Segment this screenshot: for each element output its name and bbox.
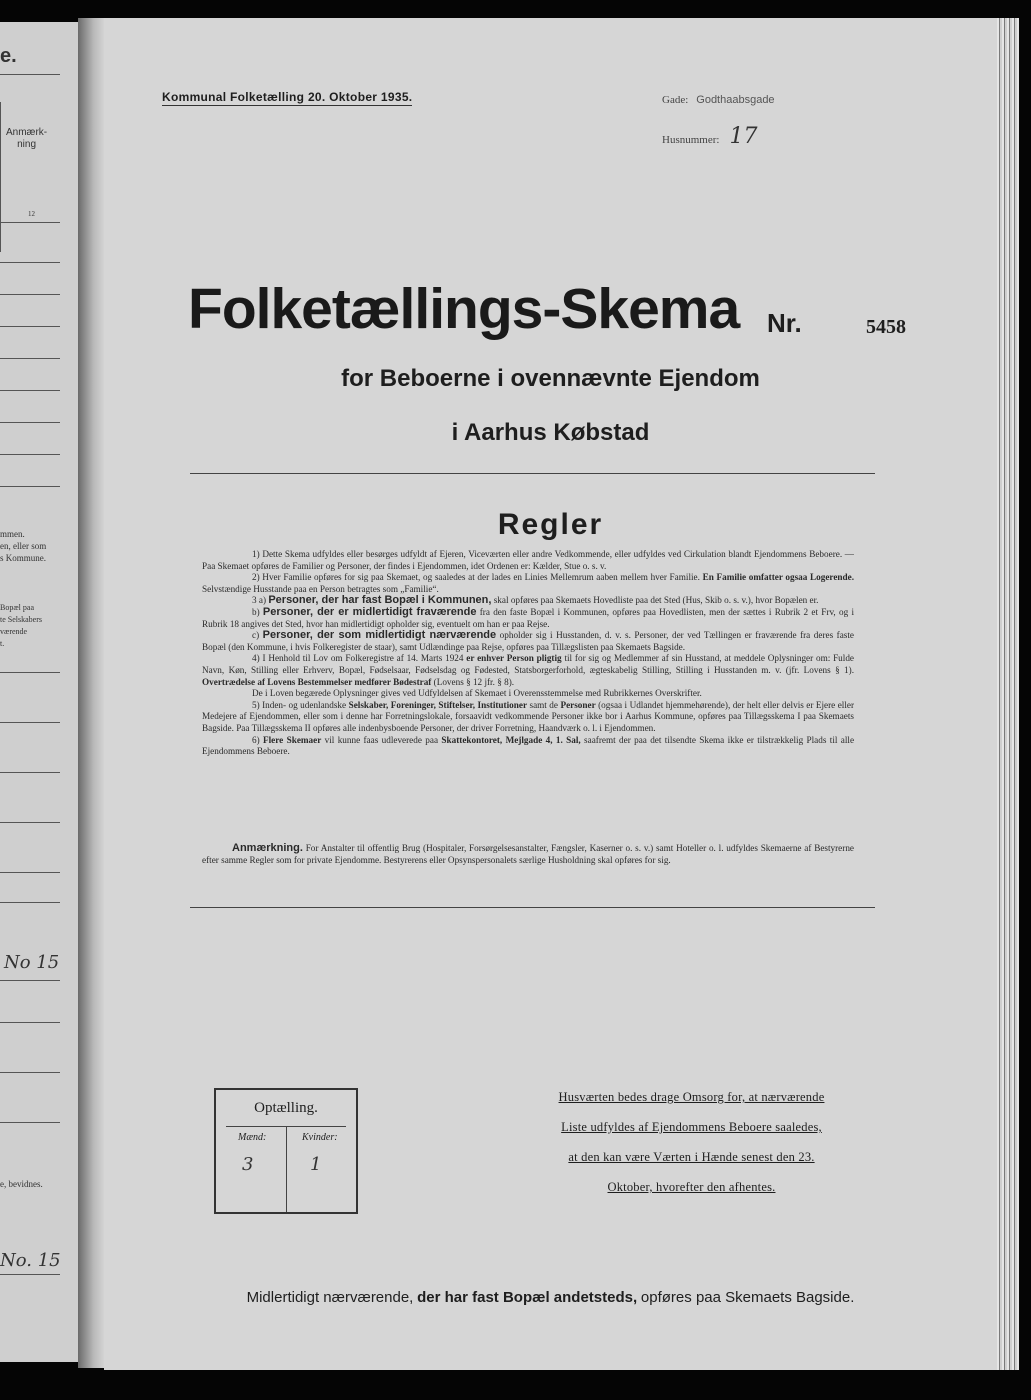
left-snippet-1: mmen. en, eller som s Kommune. — [0, 529, 47, 563]
men-label: Mænd: — [238, 1132, 267, 1143]
left-snippet-3: e, bevidnes. — [0, 1179, 43, 1189]
footer-part-1: Midlertidigt nærværende, — [246, 1289, 414, 1306]
rule-4-continued: De i Loven begærede Oplysninger gives ved Udfyldelsen af Skemaet i Overensstemmelse med Rubrikkernes Overskrifter. — [252, 688, 702, 699]
note-block — [202, 843, 854, 866]
rule-6: 6) Flere Skemaer vil kunne faas udleverede paa Skattekontoret, Mejlgade 4, 1. Sal, saafremt der paa det tilsendte Skema ikke er tilstrækkelig Plads til alle Ejendommens Beboere. — [202, 734, 855, 757]
count-box — [214, 1088, 358, 1214]
rules-text — [202, 549, 854, 758]
landlord-notice — [514, 1088, 869, 1208]
women-count: 1 — [310, 1154, 322, 1175]
rule-5: 5) Inden- og udenlandske Selskaber, Foreninger, Stiftelser, Institutioner samt de Personer (ogsaa i Udlandet hjemmehørende), der helt eller delvis er Ejere eller Medejere af Ejendommen, eller som i denne har Forretningslokale, forsaavidt vedkommende Personer ikke bor i Aarhus Kommune, opføres paa Tillægsskema I paa Skemaets Bagside. Paa Tillægsskema II opføres alle indenbysboende Personer, der driver Forretning, Haandværk o. l. i Ejendommen. — [202, 699, 855, 733]
subtitle-beboerne: for Beboerne i ovennævnte Ejendom — [341, 365, 760, 392]
rule-2: 2) Hver Familie opføres for sig paa Skemaet, og saaledes at der lades en Linies Mellemrum aaben mellem hver Familie. En Familie omfatter ogsaa Logerende. Selvstændige Husstande paa en Person betragtes som „Familie“. — [202, 572, 854, 594]
men-count: 3 — [242, 1154, 254, 1175]
left-column-header: Anmærk- ning — [6, 127, 48, 150]
book-spine — [78, 18, 104, 1368]
number-label: Nr. — [767, 308, 802, 338]
form-title: Folketællings-Skema — [188, 277, 740, 341]
rule-3b: b) Personer, der er midlertidigt fraværende fra den faste Bopæl i Kommunen, opføres paa Hovedlisten, men der sættes i Rubrik 2 et Frv, og i Rubrik 18 angives det Sted, hvor han midlertidigt opholder sig, eventuelt om han er paa Rejse. — [202, 605, 854, 629]
left-top-letter: e. — [0, 45, 17, 67]
rule-1: 1) Dette Skema udfyldes eller besørges udfyldt af Ejeren, Viceværten eller andre Vedkommende, eller udfyldes ved Cirkulation blandt Ejendommens Beboere. — Paa Skemaet opføres de Familier og Personer, der findes i Ejendommen, idet Ordenen er: Kælder, Stue o. s. v. — [202, 549, 854, 571]
left-facing-page — [0, 22, 81, 1362]
count-box-title: Optælling. — [254, 1100, 318, 1116]
divider-bottom — [190, 907, 875, 908]
left-handwriting-2: No. 15 — [0, 1250, 61, 1271]
left-column-number: 12 — [28, 210, 35, 218]
notice-line-3: at den kan være Værten i Hænde senest den 23. — [568, 1150, 815, 1164]
census-header: Kommunal Folketælling 20. Oktober 1935. — [162, 90, 413, 104]
left-snippet-2: Bopæl paa te Selskabers værende t. — [0, 603, 42, 648]
notice-line-4: Oktober, hvorefter den afhentes. — [607, 1180, 776, 1194]
notice-line-1: Husværten bedes drage Omsorg for, at nærværende — [558, 1090, 825, 1104]
note-text: For Anstalter til offentlig Brug (Hospitaler, Forsørgelsesanstalter, Fængsler, Kaserner o. s. v.) samt Hoteller o. l. udfyldes Skemaerne af Bestyrerne efter samme Regler som for private Ejendomme. Bestyrerens eller Opsynspersonalets særlige Husholdning skal opføres for sig. — [202, 843, 854, 865]
notice-line-2: Liste udfyldes af Ejendommens Beboere saaledes, — [561, 1120, 822, 1134]
form-number: 5458 — [866, 316, 906, 338]
page-stack-edge — [997, 18, 1019, 1370]
left-handwriting-1: No 15 — [4, 952, 60, 973]
divider-top — [190, 473, 875, 474]
rule-4: 4) I Henhold til Lov om Folkeregistre af 14. Marts 1924 er enhver Person pligtig til for sig og Medlemmer af sin Husstand, at meddele Oplysninger om: Fulde Navn, Køn, Stilling eller Erhverv, Bopæl, Fødselsaar, Fødselsdag og Fødested, Statsborgerforhold, ægteskabelig Stilling, Stilling i Husstanden m. v. (jfr. Lovens § 1). Overtrædelse af Lovens Bestemmelser medfører Bødestraf (Lovens § 12 jfr. § 8). — [202, 653, 855, 687]
census-form-page — [104, 18, 997, 1370]
subtitle-aarhus: i Aarhus Købstad — [451, 419, 650, 446]
street-field — [662, 90, 775, 108]
house-number-field — [662, 124, 757, 149]
rule-3c: c) Personer, der som midlertidigt nærværende opholder sig i Husstanden, d. v. s. Personer, der ved Tællingen er fraværende fra deres faste Bopæl (den Kommune, i hvis Folkeregister de staar), samt Udlændinge paa Rejse, opføres paa Tillægslisten paa Skemaets Bagside. — [202, 629, 855, 652]
footer-part-3: opføres paa Skemaets Bagside. — [640, 1289, 855, 1306]
rules-heading: Regler — [497, 508, 604, 541]
footer-instruction — [104, 1289, 997, 1307]
street-label: Gade: — [662, 94, 689, 106]
street-value: Godthaabsgade — [696, 94, 775, 106]
women-label: Kvinder: — [302, 1132, 338, 1143]
note-label: Anmærkning. — [232, 842, 303, 854]
house-number-value: 17 — [729, 124, 758, 149]
rule-3a: 3 a) Personer, der har fast Bopæl i Kommunen, skal opføres paa Skemaets Hovedliste paa det Sted (Hus, Skib o. s. v.), hvor Bopælen er. — [252, 594, 819, 607]
footer-part-2: der har fast Bopæl andetsteds, — [417, 1289, 638, 1306]
house-number-label: Husnummer: — [662, 134, 720, 146]
